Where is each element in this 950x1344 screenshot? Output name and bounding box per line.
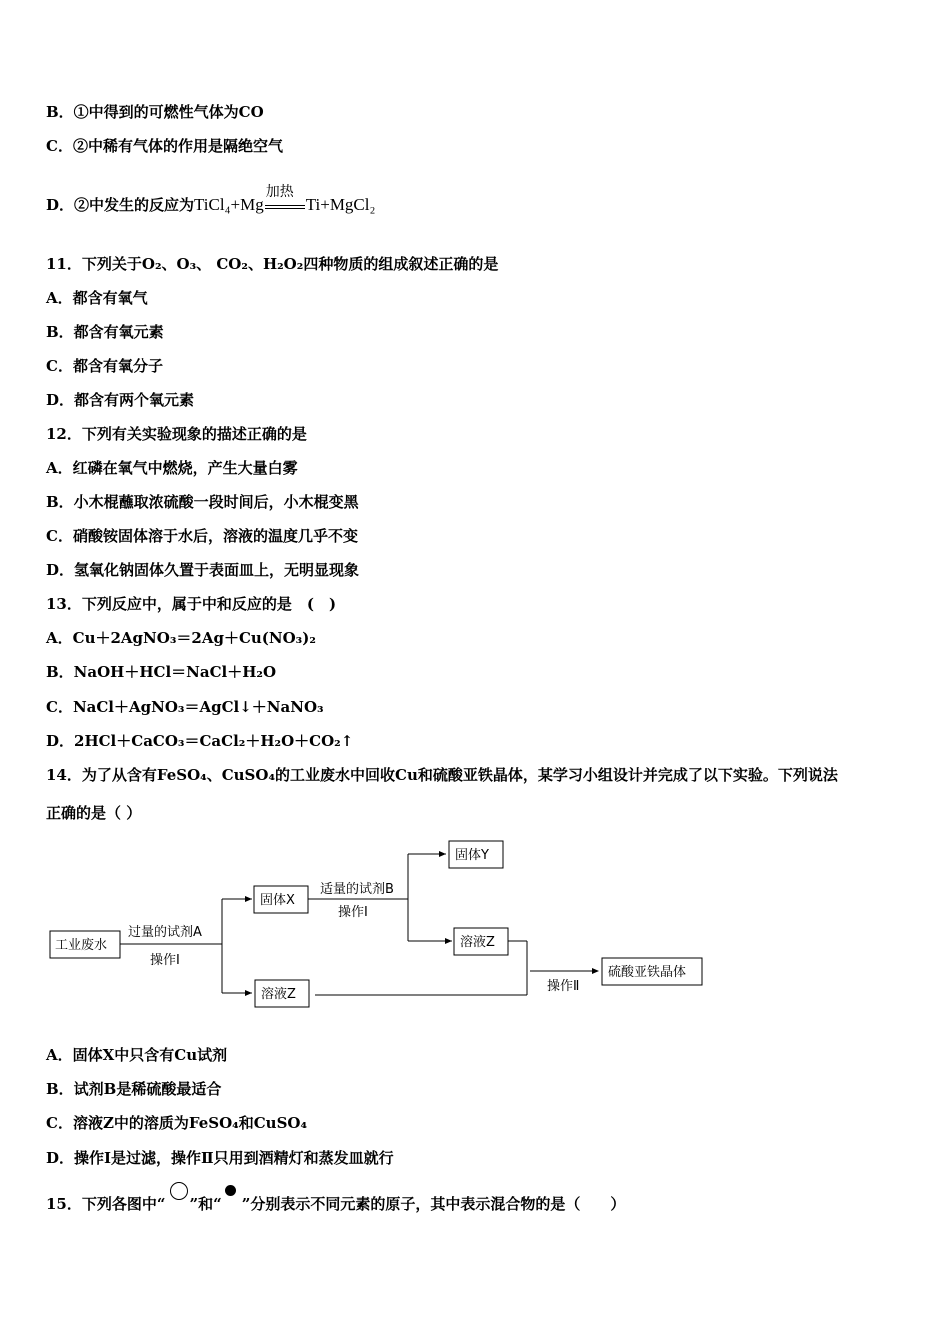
condition-equals	[264, 184, 306, 216]
label-reagent-a: 过量的试剂A	[128, 925, 202, 940]
q14-option-a: A．固体X中只含有Cu试剂	[46, 1046, 228, 1064]
q10-option-d	[46, 184, 376, 216]
q12-option-d: D．氢氧化钠固体久置于表面皿上，无明显现象	[46, 561, 360, 579]
q12-option-b: B．小木棍蘸取浓硫酸一段时间后，小木棍变黑	[46, 493, 359, 511]
equation-right: Ti+MgCl₂	[305, 195, 376, 214]
q10-option-d-prefix: D．②中发生的反应为	[46, 196, 195, 214]
q13-option-a: A．Cu＋2AgNO₃＝2Ag＋Cu(NO₃)₂	[46, 629, 316, 647]
flow-diagram	[0, 830, 950, 1020]
label-solution-z-top: 溶液Z	[460, 935, 495, 950]
q14-option-d: D．操作Ⅰ是过滤，操作Ⅱ只用到酒精灯和蒸发皿就行	[46, 1149, 394, 1167]
q11-option-b: B．都含有氧元素	[46, 323, 164, 341]
label-op2: 操作Ⅱ	[547, 979, 580, 994]
q13-option-c: C．NaCl＋AgNO₃＝AgCl↓＋NaNO₃	[46, 698, 324, 716]
q10-option-b: B．①中得到的可燃性气体为CO	[46, 103, 264, 121]
q14-stem-line1: 14．为了从含有FeSO₄、CuSO₄的工业废水中回收Cu和硫酸亚铁晶体，某学习小组设计并完成了以下实验。下列说法	[46, 766, 838, 784]
q13-stem: 13．下列反应中，属于中和反应的是 ( )	[46, 595, 337, 613]
q15-stem	[46, 1194, 625, 1214]
q12-option-c: C．硝酸铵固体溶于水后，溶液的温度几乎不变	[46, 527, 358, 545]
q14-option-c: C．溶液Z中的溶质为FeSO₄和CuSO₄	[46, 1114, 308, 1132]
label-op1-b: 操作Ⅰ	[338, 905, 368, 920]
q11-option-c: C．都含有氧分子	[46, 357, 163, 375]
equation-left: TiCl₄+Mg	[194, 195, 264, 214]
q12-stem: 12．下列有关实验现象的描述正确的是	[46, 425, 307, 443]
label-solid-y: 固体Y	[455, 848, 489, 863]
condition-heat: 加热	[265, 184, 294, 200]
label-solution-z-bottom: 溶液Z	[261, 987, 296, 1002]
q15-part1: 15．下列各图中“	[46, 1195, 166, 1213]
label-reagent-b: 适量的试剂B	[320, 882, 394, 897]
solid-circle-icon	[222, 1194, 242, 1214]
q11-stem: 11．下列关于O₂、O₃、 CO₂、H₂O₂四种物质的组成叙述正确的是	[46, 255, 499, 273]
label-crystal: 硫酸亚铁晶体	[608, 965, 687, 980]
q12-option-a: A．红磷在氧气中燃烧，产生大量白雾	[46, 459, 298, 477]
q11-option-d: D．都含有两个氧元素	[46, 391, 195, 409]
q13-option-b: B．NaOH＋HCl＝NaCl＋H₂O	[46, 663, 277, 681]
q15-part3: ”分别表示不同元素的原子，其中表示混合物的是（ ）	[241, 1195, 626, 1213]
hollow-circle-icon	[166, 1194, 190, 1214]
q14-option-b: B．试剂B是稀硫酸最适合	[46, 1080, 222, 1098]
q10-option-c: C．②中稀有气体的作用是隔绝空气	[46, 137, 283, 155]
q14-stem-line2: 正确的是（ ）	[46, 804, 142, 822]
q15-part2: ”和“	[189, 1195, 222, 1213]
q11-option-a: A．都含有氧气	[46, 289, 148, 307]
label-wastewater: 工业废水	[55, 938, 108, 953]
q13-option-d: D．2HCl＋CaCO₃＝CaCl₂＋H₂O＋CO₂↑	[46, 732, 354, 750]
label-solid-x: 固体X	[260, 893, 295, 908]
label-op1-a: 操作Ⅰ	[150, 953, 180, 968]
